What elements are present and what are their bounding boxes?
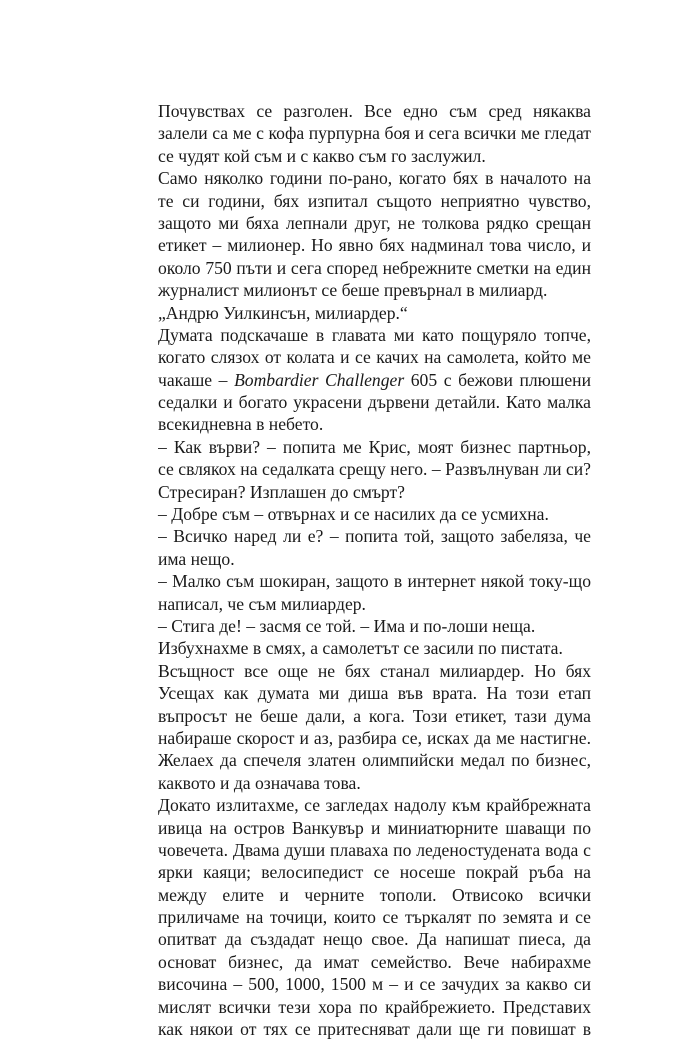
text-line: [158, 369, 591, 391]
text-line: Почувствах се разголен. Все едно съм сред някаква: [158, 101, 591, 121]
text-line: основат бизнес, да имат семейство. Вече набирахме: [158, 951, 591, 972]
text-line: опитват да създадат нещо свое. Да напишат пиеса, да: [158, 929, 591, 950]
text-segment: 605 с бежови плюшени: [404, 369, 591, 390]
text-line: – Всичко наред ли е? – попита той, защото забеляза, че: [158, 526, 591, 547]
text-line: Желаех да спечеля златен олимпийски медал по бизнес,: [158, 750, 591, 771]
text-line: височина – 500, 1000, 1500 м – и се зачудих за какво си: [158, 974, 591, 995]
text-line: Избухнахме в смях, а самолетът се засили по пистата.: [158, 638, 563, 659]
text-line: въпросът не беше дали, а кога. Този етикет, тази дума: [158, 705, 591, 726]
text-line: ивица на остров Ванкувър и миниатюрните шаващи по: [158, 817, 591, 838]
text-line: Всъщност все още не бях станал милиардер. Но бях: [158, 660, 591, 681]
text-line: седалки и богато украсени дървени детайли. Като малка: [158, 392, 591, 413]
text-line: Думата подскачаше в главата ми като пощуряло топче,: [158, 324, 591, 345]
text-line: – Добре съм – отвърнах и се насилих да се усмихна.: [158, 504, 549, 525]
text-line: журналист милионът се беше превърнал в милиард.: [158, 280, 548, 301]
text-line: „Андрю Уилкинсън, милиардер.“: [158, 302, 408, 323]
text-line: се чудят кой съм и с какво съм го заслужил.: [158, 145, 486, 166]
text-line: има нещо.: [158, 548, 235, 569]
text-line: залели са ме с кофа пурпурна боя и сега всички ме гледат: [158, 123, 591, 144]
text-line: каквото и да означава това.: [158, 772, 361, 793]
text-line: защото ми бяха лепнали друг, не толкова рядко срещан: [158, 212, 591, 233]
text-line: набираше скорост и аз, разбира се, исках да ме настигне.: [158, 727, 591, 748]
text-line: Докато излитахме, се загледах надолу към крайбрежната: [158, 795, 591, 816]
text-line: те си години, бях изпитал същото неприятно чувство,: [158, 190, 591, 211]
text-line: ярки каяци; велосипедист се носеше покрай ръба на: [158, 862, 591, 883]
text-line: човечета. Двама души плаваха по леденостудената вода с: [158, 839, 591, 860]
text-line: приличаме на точици, които се търкалят по земята и се: [158, 907, 591, 928]
text-line: между елите и черните тополи. Отвисоко всички: [158, 884, 591, 905]
body-text: [158, 100, 591, 1040]
text-line: написал, че съм милиардер.: [158, 593, 366, 614]
text-line: етикет – милионер. Но явно бях надминал това число, и: [158, 235, 591, 256]
text-line: мислят всички тези хора по крайбрежието. Представих: [158, 996, 591, 1017]
text-line: когато слязох от колата и се качих на самолета, който ме: [158, 347, 591, 368]
text-line: Усещах как думата ми диша във врата. На този етап: [158, 683, 591, 704]
text-line: как някои от тях се притесняват дали ще ги повишат в: [158, 1019, 591, 1040]
text-segment: чакаше –: [158, 369, 235, 390]
text-line: Само няколко години по-рано, когато бях в началото на: [158, 168, 591, 189]
text-line: – Как върви? – попита ме Крис, моят бизнес партньор,: [158, 436, 591, 457]
text-line: Стресиран? Изплашен до смърт?: [158, 481, 405, 502]
text-line: – Малко съм шокиран, защото в интернет някой току-що: [158, 571, 591, 592]
text-line: се свлякох на седалката срещу него. – Развълнуван ли си?: [158, 459, 591, 480]
text-line: – Стига де! – засмя се той. – Има и по-лоши неща.: [158, 615, 536, 636]
text-line: около 750 пъти и сега според небрежните сметки на един: [158, 257, 591, 278]
text-line: всекидневна в небето.: [158, 414, 324, 435]
aircraft-model-name: Bombardier Challenger: [234, 369, 405, 390]
